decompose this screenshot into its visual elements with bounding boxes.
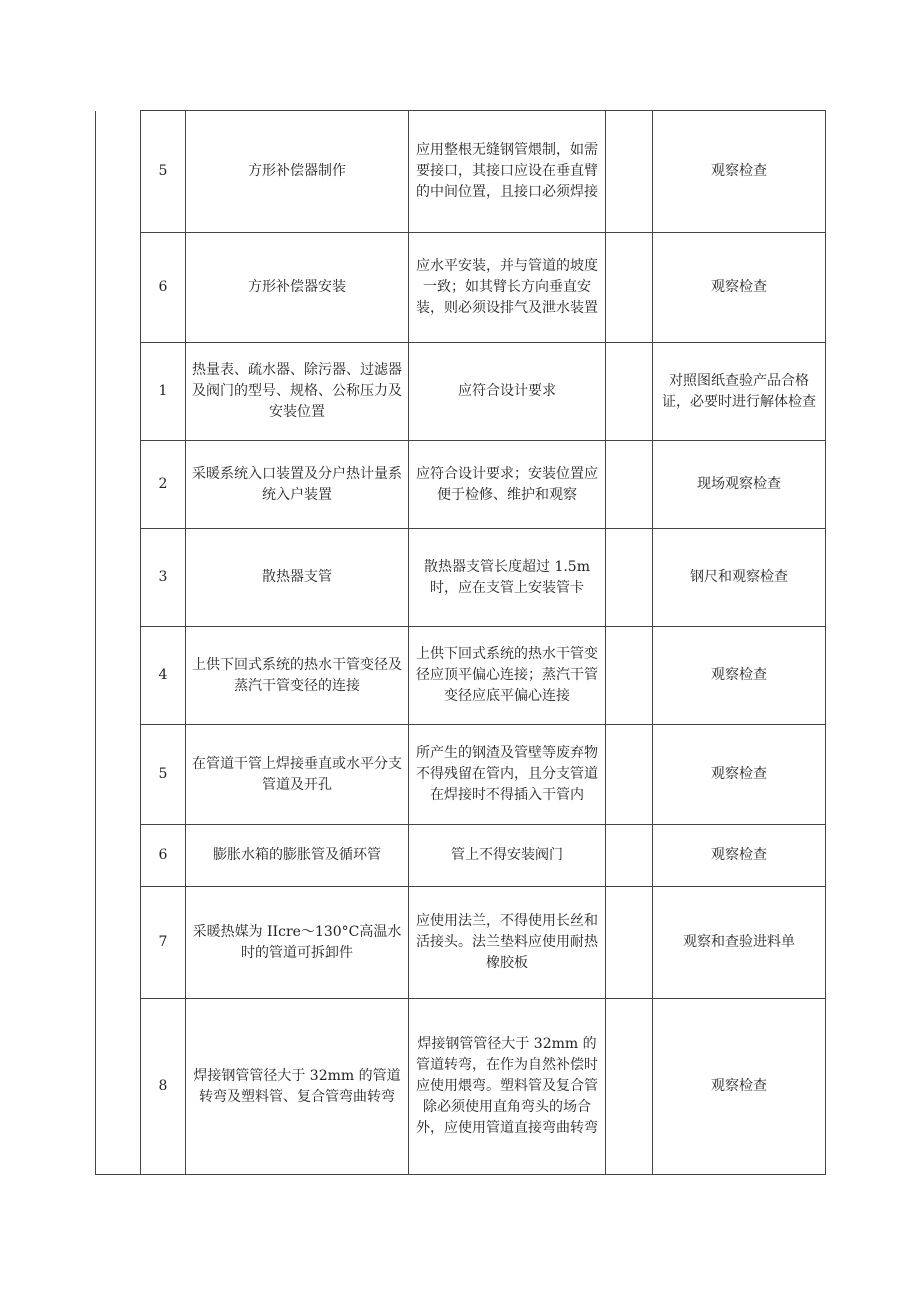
inspection-item: 散热器支管 (186, 529, 409, 627)
quality-requirement: 所产生的钢渣及管壁等废弃物不得残留在管内，且分支管道在焊接时不得插入干管内 (409, 725, 606, 825)
quality-requirement: 焊接钢管管径大于 32mm 的管道转弯，在作为自然补偿时应使用煨弯。塑料管及复合管除必须使用直角弯头的场合外，应使用管道直接弯曲转弯 (409, 999, 606, 1175)
inspection-table (95, 110, 826, 1175)
category-cell (96, 111, 141, 233)
inspection-item: 方形补偿器安装 (186, 233, 409, 343)
inspection-method: 观察检查 (653, 627, 826, 725)
category-cell (96, 887, 141, 999)
row-number: 4 (141, 627, 186, 725)
blank-cell (606, 627, 653, 725)
inspection-method: 观察检查 (653, 111, 826, 233)
category-cell (96, 999, 141, 1175)
inspection-method: 观察和查验进料单 (653, 887, 826, 999)
row-number: 1 (141, 343, 186, 441)
category-cell (96, 441, 141, 529)
table-row (96, 529, 826, 627)
quality-requirement: 上供下回式系统的热水干管变径应顶平偏心连接；蒸汽干管变径应底平偏心连接 (409, 627, 606, 725)
row-number: 5 (141, 111, 186, 233)
row-number: 8 (141, 999, 186, 1175)
category-cell (96, 529, 141, 627)
row-number: 5 (141, 725, 186, 825)
inspection-method: 观察检查 (653, 825, 826, 887)
category-cell (96, 725, 141, 825)
table-row (96, 725, 826, 825)
inspection-method: 对照图纸查验产品合格证，必要时进行解体检查 (653, 343, 826, 441)
table-row (96, 233, 826, 343)
table-row (96, 111, 826, 233)
table-row (96, 887, 826, 999)
row-number: 7 (141, 887, 186, 999)
blank-cell (606, 529, 653, 627)
table-row (96, 627, 826, 725)
table-row (96, 343, 826, 441)
inspection-method: 现场观察检查 (653, 441, 826, 529)
table-row (96, 825, 826, 887)
inspection-method: 观察检查 (653, 725, 826, 825)
category-cell (96, 233, 141, 343)
inspection-method: 观察检查 (653, 233, 826, 343)
blank-cell (606, 111, 653, 233)
quality-requirement: 散热器支管长度超过 1.5m 时，应在支管上安装管卡 (409, 529, 606, 627)
inspection-item: 采暖系统入口装置及分户热计量系统入户装置 (186, 441, 409, 529)
quality-requirement: 应使用法兰，不得使用长丝和活接头。法兰垫料应使用耐热橡胶板 (409, 887, 606, 999)
quality-requirement: 应符合设计要求；安装位置应便于检修、维护和观察 (409, 441, 606, 529)
blank-cell (606, 725, 653, 825)
blank-cell (606, 825, 653, 887)
blank-cell (606, 999, 653, 1175)
row-number: 2 (141, 441, 186, 529)
inspection-item: 上供下回式系统的热水干管变径及蒸汽干管变径的连接 (186, 627, 409, 725)
row-number: 6 (141, 825, 186, 887)
inspection-item: 热量表、疏水器、除污器、过滤器及阀门的型号、规格、公称压力及安装位置 (186, 343, 409, 441)
table-row (96, 999, 826, 1175)
blank-cell (606, 343, 653, 441)
blank-cell (606, 441, 653, 529)
row-number: 6 (141, 233, 186, 343)
quality-requirement: 应水平安装，并与管道的坡度一致；如其臂长方向垂直安装，则必须设排气及泄水装置 (409, 233, 606, 343)
quality-requirement: 应用整根无缝钢管煨制，如需要接口，其接口应设在垂直臂的中间位置，且接口必须焊接 (409, 111, 606, 233)
quality-requirement: 管上不得安装阀门 (409, 825, 606, 887)
inspection-method: 观察检查 (653, 999, 826, 1175)
category-cell (96, 825, 141, 887)
inspection-item: 在管道干管上焊接垂直或水平分支管道及开孔 (186, 725, 409, 825)
category-cell (96, 627, 141, 725)
inspection-method: 钢尺和观察检查 (653, 529, 826, 627)
category-cell (96, 343, 141, 441)
table-row (96, 441, 826, 529)
inspection-item: 采暖热媒为 IIcre～130°C高温水时的管道可拆卸件 (186, 887, 409, 999)
inspection-item: 膨胀水箱的膨胀管及循环管 (186, 825, 409, 887)
row-number: 3 (141, 529, 186, 627)
quality-requirement: 应符合设计要求 (409, 343, 606, 441)
inspection-item: 焊接钢管管径大于 32mm 的管道转弯及塑料管、复合管弯曲转弯 (186, 999, 409, 1175)
blank-cell (606, 887, 653, 999)
blank-cell (606, 233, 653, 343)
inspection-item: 方形补偿器制作 (186, 111, 409, 233)
